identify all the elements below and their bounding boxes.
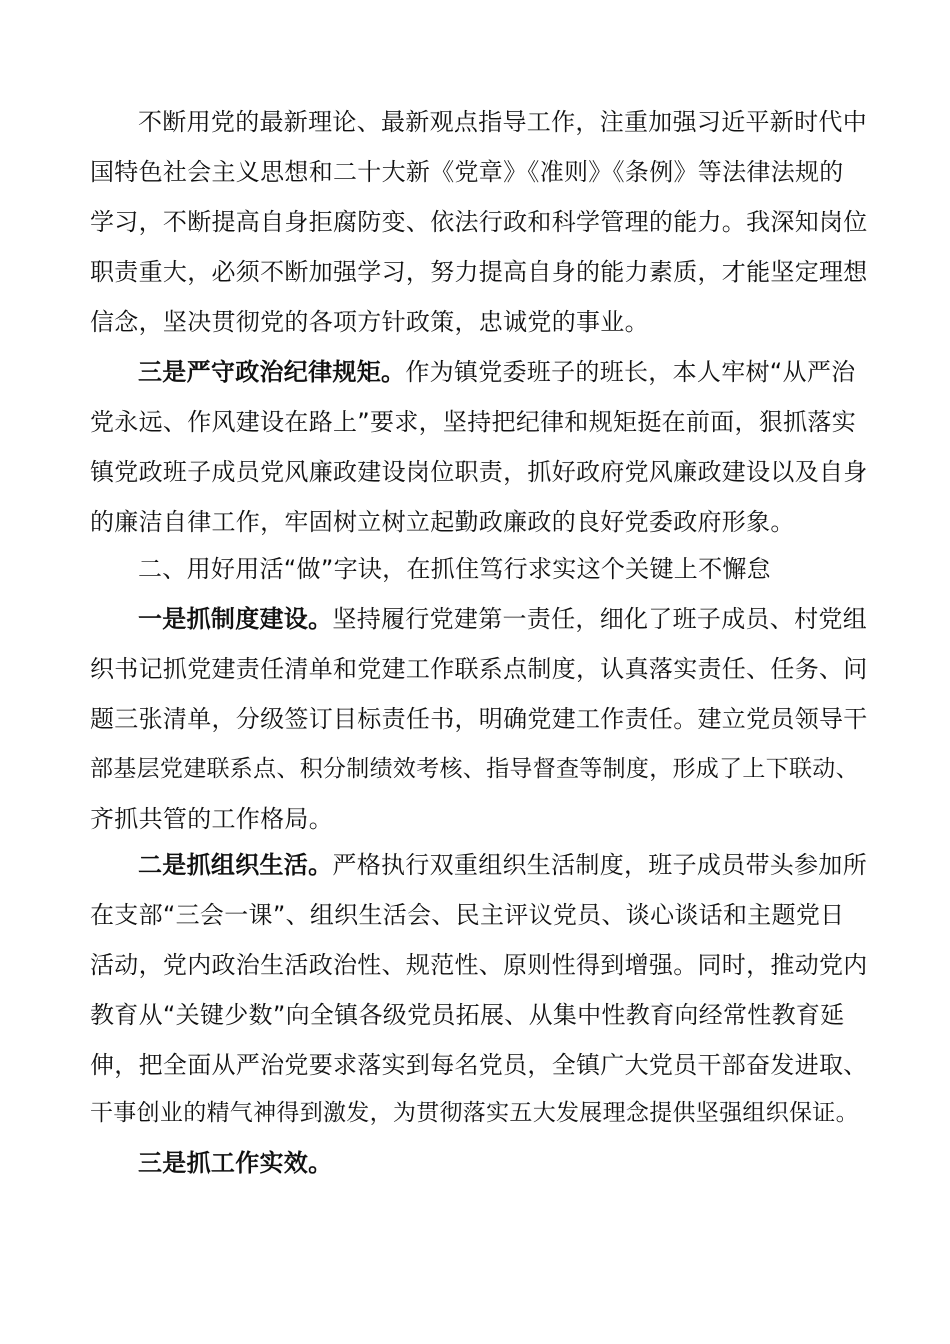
paragraph-heading: 一是抓制度建设。 [138, 605, 333, 633]
text-line [90, 197, 870, 247]
section-heading [138, 544, 870, 594]
text-line [90, 247, 870, 297]
line-text: 在支部“三会一课”、组织生活会、民主评议党员、谈心谈话和主题党日 [90, 901, 845, 929]
line-text: 活动，党内政治生活政治性、规范性、原则性得到增强。同时，推动党内 [90, 951, 868, 979]
text-line [90, 794, 870, 844]
paragraph-heading: 三是抓工作实效。 [138, 1149, 333, 1177]
paragraph-heading-line [138, 840, 870, 890]
line-text: 坚持履行党建第一责任，细化了班子成员、村党组 [332, 605, 868, 633]
text-line [90, 644, 870, 694]
line-text: 的廉洁自律工作，牢固树立树立起勤政廉政的良好党委政府形象。 [90, 508, 795, 536]
line-text: 信念，坚决贯彻党的各项方针政策，忠诚党的事业。 [90, 308, 649, 336]
text-line [90, 297, 870, 347]
text-line [90, 497, 870, 547]
line-text: 教育从“关键少数”向全镇各级党员拓展、从集中性教育向经常性教育延 [90, 1001, 845, 1029]
paragraph-heading-line [138, 1138, 870, 1188]
paragraph-heading: 二是抓组织生活。 [138, 851, 333, 879]
text-line [90, 744, 870, 794]
line-text: 职责重大，必须不断加强学习，努力提高自身的能力素质，才能坚定理想 [90, 258, 868, 286]
line-text: 镇党政班子成员党风廉政建设岗位职责，抓好政府党风廉政建设以及自身 [90, 458, 868, 486]
paragraph-heading-line [138, 347, 870, 397]
line-text: 学习，不断提高自身拒腐防变、依法行政和科学管理的能力。我深知岗位 [90, 208, 868, 236]
text-line [90, 147, 870, 197]
line-text: 部基层党建联系点、积分制绩效考核、指导督查等制度，形成了上下联动、 [90, 756, 859, 782]
line-text: 不断用党的最新理论、最新观点指导工作，注重加强习近平新时代中 [138, 108, 867, 136]
text-line [90, 1040, 870, 1090]
line-text: 织书记抓党建责任清单和党建工作联系点制度，认真落实责任、任务、问 [90, 655, 868, 683]
line-text: 二、用好用活“做”字诀，在抓住笃行求实这个关键上不懈怠 [138, 555, 771, 583]
line-text: 齐抓共管的工作格局。 [90, 805, 333, 833]
text-line [90, 890, 870, 940]
line-text: 党永远、作风建设在路上”要求，坚持把纪律和规矩挺在前面，狠抓落实 [90, 408, 857, 436]
line-text: 严格执行双重组织生活制度，班子成员带头参加所 [332, 851, 868, 879]
paragraph-heading: 三是严守政治纪律规矩。 [138, 358, 406, 386]
text-line [90, 990, 870, 1040]
paragraph-heading-line [138, 594, 870, 644]
text-line [90, 447, 870, 497]
line-text: 作为镇党委班子的班长，本人牢树“从严治 [405, 358, 856, 386]
line-text: 伸，把全面从严治党要求落实到每名党员，全镇广大党员干部奋发进取、 [90, 1051, 868, 1079]
text-line [138, 97, 870, 147]
text-line [90, 397, 870, 447]
text-line [90, 940, 870, 990]
text-line [90, 694, 870, 744]
line-text: 题三张清单，分级签订目标责任书，明确党建工作责任。建立党员领导干 [90, 705, 868, 733]
text-line [90, 1088, 870, 1138]
line-text: 国特色社会主义思想和二十大新《党章》《准则》《条例》等法律法规的 [90, 158, 844, 186]
line-text: 干事创业的精气神得到激发，为贯彻落实五大发展理念提供坚强组织保证。 [90, 1100, 859, 1126]
